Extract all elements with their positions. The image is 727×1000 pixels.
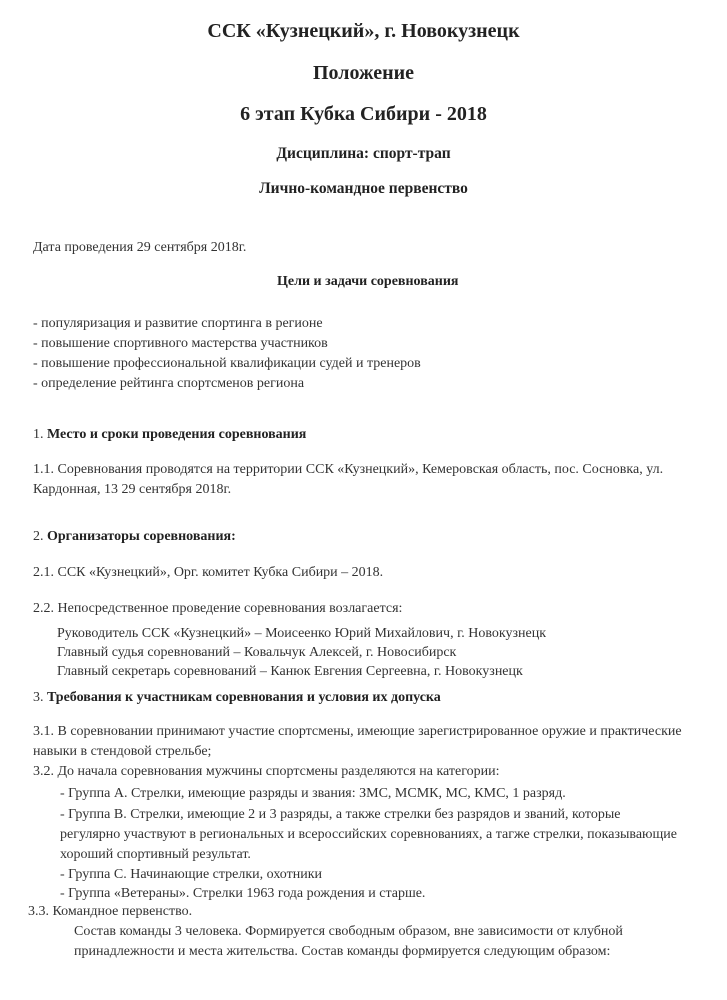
section-3-1-line: 3.1. В соревновании принимают участие спортсмены, имеющие зарегистрированное оружие и практические: [33, 724, 682, 739]
official-line: Руководитель ССК «Кузнецкий» – Моисеенко Юрий Михайлович, г. Новокузнецк: [57, 626, 546, 641]
section-3-2: 3.2. До начала соревнования мужчины спортсмены разделяются на категории:: [33, 764, 500, 779]
group-line: - Группа А. Стрелки, имеющие разряды и звания: ЗМС, МСМК, МС, КМС, 1 разряд.: [60, 786, 566, 801]
org-title: ССК «Кузнецкий», г. Новокузнецк: [207, 20, 520, 42]
goals-item: - популяризация и развитие спортинга в регионе: [33, 316, 323, 331]
section-3-heading: [33, 688, 441, 708]
section-number: 3.: [33, 690, 47, 705]
group-line: хороший спортивный результат.: [60, 847, 251, 862]
section-1-1-line: 1.1. Соревнования проводятся на территории ССК «Кузнецкий», Кемеровская область, пос. Сосновка, ул.: [33, 462, 664, 477]
group-line: регулярно участвуют в региональных и всероссийских соревнованиях, а тагже стрелки, показывающие: [60, 827, 677, 842]
group-line: - Группа «Ветераны». Стрелки 1963 года рождения и старше.: [60, 886, 426, 901]
competition-format: Лично-командное первенство: [259, 180, 468, 197]
section-3-3: 3.3. Командное первенство.: [28, 904, 193, 919]
team-line: Состав команды 3 человека. Формируется свободным образом, вне зависимости от клубной: [74, 924, 623, 939]
team-line: принадлежности и места жительства. Состав команды формируется следующим образом:: [74, 944, 611, 959]
section-2-2: 2.2. Непосредственное проведение соревнования возлагается:: [33, 601, 403, 616]
document-type: Положение: [312, 62, 415, 84]
section-3-1-line: навыки в стендовой стрельбе;: [33, 744, 212, 759]
goals-item: - определение рейтинга спортсменов региона: [33, 376, 305, 391]
section-number: 1.: [33, 427, 47, 442]
official-line: Главный судья соревнований – Ковальчук Алексей, г. Новосибирск: [57, 645, 457, 660]
goals-item: - повышение профессиональной квалификации судей и тренеров: [33, 356, 421, 371]
section-title: Организаторы соревнования:: [47, 529, 236, 544]
event-date: Дата проведения 29 сентября 2018г.: [33, 240, 247, 255]
section-2-1: 2.1. ССК «Кузнецкий», Орг. комитет Кубка Сибири – 2018.: [33, 565, 384, 580]
group-line: - Группа В. Стрелки, имеющие 2 и 3 разряды, а также стрелки без разрядов и званий, которые: [60, 807, 621, 822]
section-title: Требования к участникам соревнования и условия их допуска: [47, 690, 441, 705]
section-2-heading: [33, 527, 236, 547]
section-number: 2.: [33, 529, 47, 544]
goals-heading: Цели и задачи соревнования: [277, 274, 459, 289]
section-1-heading: [33, 425, 306, 445]
goals-item: - повышение спортивного мастерства участников: [33, 336, 328, 351]
section-1-1-line: Кардонная, 13 29 сентября 2018г.: [33, 482, 232, 497]
discipline: Дисциплина: спорт-трап: [276, 145, 451, 162]
event-title: 6 этап Кубка Сибири - 2018: [240, 103, 487, 125]
official-line: Главный секретарь соревнований – Канюк Евгения Сергеевна, г. Новокузнецк: [57, 664, 523, 679]
group-line: - Группа С. Начинающие стрелки, охотники: [60, 867, 323, 882]
section-title: Место и сроки проведения соревнования: [47, 427, 307, 442]
